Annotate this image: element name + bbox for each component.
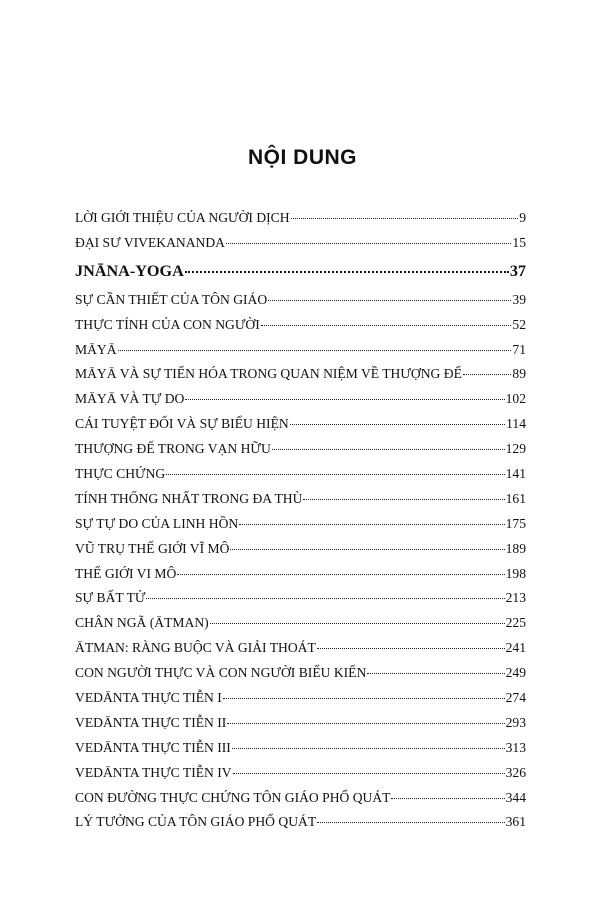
toc-entry-page-number: 9	[519, 210, 526, 225]
toc-entry-page-number: 361	[505, 814, 526, 830]
toc-entry	[75, 466, 526, 491]
dot-leader	[391, 798, 504, 799]
dot-leader	[118, 350, 512, 351]
toc-entry-page-number: 102	[505, 391, 526, 407]
dot-leader	[210, 623, 505, 624]
dot-leader	[272, 449, 505, 450]
dot-leader	[233, 773, 505, 774]
toc-entry	[75, 366, 526, 391]
toc-entry-page-number: 15	[512, 234, 526, 250]
toc-entry	[75, 765, 526, 790]
toc-entry-title: ĀTMAN: RÀNG BUỘC VÀ GIẢI THOÁT	[75, 640, 316, 656]
toc-entry	[75, 541, 526, 566]
toc-entry-title: SỰ CẦN THIẾT CỦA TÔN GIÁO	[75, 291, 268, 307]
toc-entry	[75, 317, 526, 342]
toc-entry	[75, 491, 526, 516]
toc-entry-page-number: 189	[505, 540, 526, 556]
toc-entry	[75, 665, 526, 690]
toc-entry-title: ĐẠI SƯ VIVEKANANDA	[75, 234, 226, 250]
toc-entry	[75, 441, 526, 466]
toc-entry-title: THỰC TÍNH CỦA CON NGƯỜI	[75, 316, 260, 332]
toc-entry-page-number: 39	[512, 291, 526, 307]
toc-entry	[75, 342, 526, 367]
toc-entry-title: VEDĀNTA THỰC TIỄN I	[75, 690, 222, 706]
toc-entry-page-number: 52	[512, 316, 526, 332]
dot-leader	[290, 424, 505, 425]
toc-entry-page-number: 313	[505, 739, 526, 755]
toc-entry-page-number: 161	[505, 490, 526, 506]
dot-leader	[166, 474, 504, 475]
toc-entry-title: SỰ TỰ DO CỦA LINH HỒN	[75, 515, 239, 531]
dot-leader	[177, 574, 504, 575]
dot-leader	[223, 698, 505, 699]
toc-entry-title: VŨ TRỤ THẾ GIỚI VĨ MÔ	[75, 540, 230, 556]
toc-entry-title: MĀYĀ VÀ TỰ DO	[75, 391, 185, 407]
toc-entry	[75, 790, 526, 815]
toc-entry-title: LỜI GIỚI THIỆU CỦA NGƯỜI DỊCH	[75, 210, 290, 225]
dot-leader	[146, 598, 504, 599]
toc-entry	[75, 210, 526, 235]
table-of-contents	[75, 210, 526, 839]
dot-leader	[185, 271, 509, 273]
toc-entry-page-number: 213	[505, 590, 526, 606]
toc-entry-page-number: 198	[505, 565, 526, 581]
toc-entry	[75, 391, 526, 416]
toc-entry	[75, 715, 526, 740]
toc-entry	[75, 566, 526, 591]
toc-entry-title: VEDĀNTA THỰC TIỄN II	[75, 714, 227, 730]
toc-entry	[75, 740, 526, 765]
toc-entry-title: TÍNH THỐNG NHẤT TRONG ĐA THÙ	[75, 490, 303, 506]
toc-entry-page-number: 249	[505, 665, 526, 681]
toc-entry-title: MĀYĀ	[75, 341, 117, 357]
dot-leader	[227, 723, 504, 724]
toc-entry-page-number: 293	[505, 714, 526, 730]
toc-entry-title: LÝ TƯỞNG CỦA TÔN GIÁO PHỔ QUÁT	[75, 814, 317, 830]
toc-entry-page-number: 141	[505, 466, 526, 482]
dot-leader	[230, 549, 504, 550]
toc-entry-page-number: 89	[512, 366, 526, 382]
page-title: NỘI DUNG	[248, 146, 357, 169]
toc-entry-page-number: 37	[509, 261, 526, 280]
toc-entry-title: CHÂN NGÃ (ĀTMAN)	[75, 615, 209, 631]
toc-entry-page-number: 326	[505, 764, 526, 780]
dot-leader	[303, 499, 504, 500]
toc-part-entry	[75, 260, 526, 292]
toc-entry	[75, 615, 526, 640]
dot-leader	[317, 822, 504, 823]
toc-entry-page-number: 175	[505, 515, 526, 531]
toc-entry	[75, 416, 526, 441]
toc-entry	[75, 516, 526, 541]
dot-leader	[226, 243, 511, 244]
toc-entry-page-number: 225	[505, 615, 526, 631]
toc-entry-page-number: 129	[505, 441, 526, 457]
toc-entry	[75, 690, 526, 715]
toc-entry-title: SỰ BẤT TỬ	[75, 590, 146, 606]
dot-leader	[268, 300, 511, 301]
toc-entry-title: JNĀNA-YOGA	[75, 261, 184, 280]
dot-leader	[232, 748, 505, 749]
toc-entry	[75, 640, 526, 665]
toc-entry-page-number: 114	[506, 416, 526, 432]
toc-entry	[75, 292, 526, 317]
toc-entry-page-number: 274	[505, 690, 526, 706]
dot-leader	[463, 374, 512, 375]
dot-leader	[367, 673, 504, 674]
toc-entry-title: CON ĐƯỜNG THỰC CHỨNG TÔN GIÁO PHỔ QUÁT	[75, 789, 391, 805]
toc-entry-title: MĀYĀ VÀ SỰ TIẾN HÓA TRONG QUAN NIỆM VỀ THƯỢNG ĐẾ	[75, 366, 462, 382]
toc-entry-title: CÁI TUYỆT ĐỐI VÀ SỰ BIỂU HIỆN	[75, 416, 289, 432]
dot-leader	[261, 325, 512, 326]
toc-entry-page-number: 344	[505, 789, 526, 805]
toc-entry-title: THỰC CHỨNG	[75, 466, 166, 482]
dot-leader	[291, 218, 519, 219]
toc-entry-title: THƯỢNG ĐẾ TRONG VẠN HỮU	[75, 441, 271, 457]
toc-entry-title: CON NGƯỜI THỰC VÀ CON NGƯỜI BIỂU KIẾN	[75, 665, 367, 681]
toc-entry-title: VEDĀNTA THỰC TIỄN IV	[75, 764, 232, 780]
toc-entry	[75, 590, 526, 615]
toc-entry-page-number: 71	[512, 341, 526, 357]
dot-leader	[185, 399, 504, 400]
dot-leader	[317, 648, 505, 649]
toc-entry-title: THẾ GIỚI VI MÔ	[75, 565, 177, 581]
toc-entry-title: VEDĀNTA THỰC TIỄN III	[75, 739, 231, 755]
toc-entry	[75, 235, 526, 260]
dot-leader	[239, 524, 504, 525]
toc-entry-page-number: 241	[505, 640, 526, 656]
toc-entry	[75, 814, 526, 839]
